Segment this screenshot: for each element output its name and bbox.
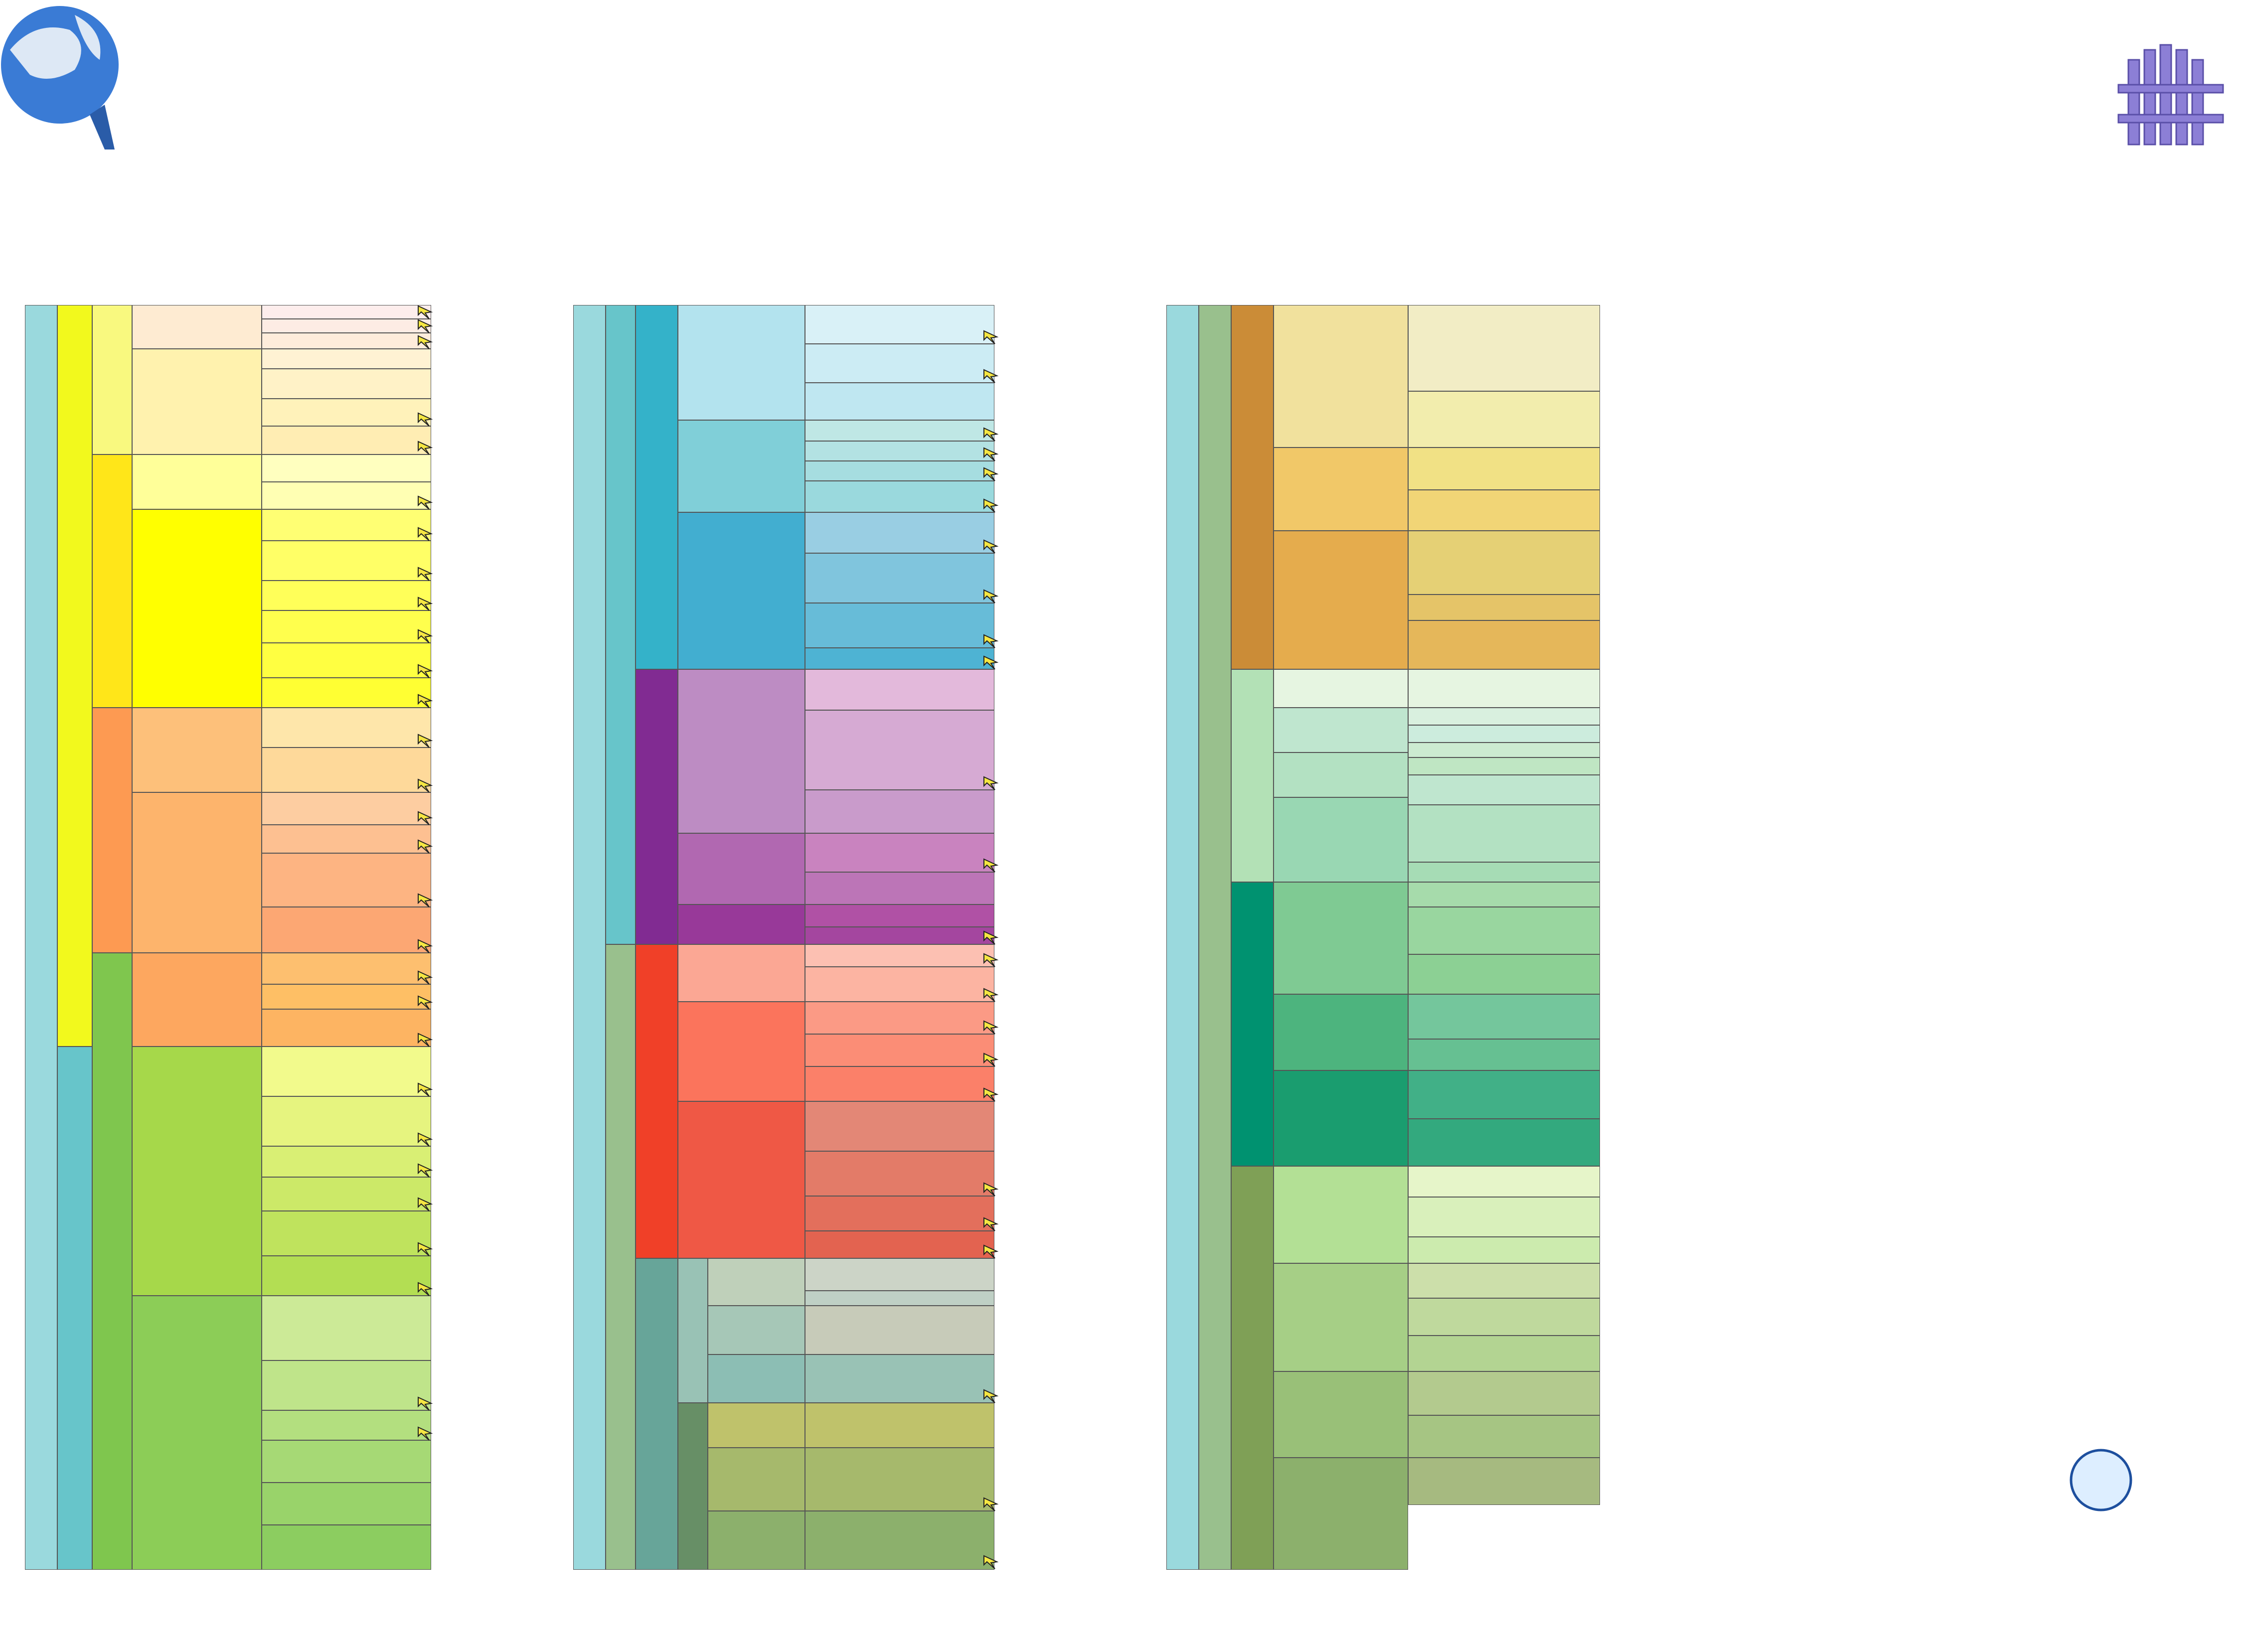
gssp-spike-icon: [982, 330, 999, 345]
epoch-lower: [708, 1354, 805, 1403]
stage-aeronian: [1408, 775, 1600, 805]
stage-tithonian: [805, 305, 994, 344]
period-jurassic: [636, 305, 678, 669]
stage-aptian: [262, 1360, 431, 1410]
gssp-spike-icon: [982, 953, 999, 968]
ccgm-logo: [2069, 1448, 2133, 1512]
stage-rhuddanian: [1408, 805, 1600, 862]
gssp-spike-icon: [416, 778, 433, 793]
era-paleozoic-3: [1199, 305, 1231, 1570]
stage-drumian: [1408, 1263, 1600, 1298]
iugs-logo: [0, 0, 209, 154]
epoch-upper: [678, 669, 805, 833]
stage-capitanian: [805, 1002, 994, 1034]
gssp-spike-icon: [982, 447, 999, 462]
epoch-lower: [678, 512, 805, 669]
era-cenozoic: [57, 305, 92, 1047]
stage-hettangian: [805, 648, 994, 669]
stage-floian: [1408, 1039, 1600, 1070]
stage-homerian: [1408, 725, 1600, 743]
gssp-spike-icon: [982, 1244, 999, 1259]
stage-ypresian: [262, 907, 431, 953]
gssp-spike-icon: [416, 527, 433, 542]
stage-famennian: [1408, 305, 1600, 391]
stage-stage-10: [1408, 1119, 1600, 1166]
stage-stage-3: [1408, 1371, 1600, 1415]
stage-lutetian: [262, 853, 431, 907]
era-mesozoic-2: [606, 305, 636, 944]
stage-messinian: [262, 509, 431, 541]
gssp-spike-icon: [982, 589, 999, 604]
period-permian: [636, 944, 678, 1258]
stage-rupelian: [262, 748, 431, 792]
epoch-middle: [678, 833, 805, 904]
stage-serpukhovian: [805, 1403, 994, 1448]
period-triassic: [636, 669, 678, 944]
gssp-spike-icon: [982, 1555, 999, 1570]
stage-toarcian: [805, 512, 994, 553]
eon-phanerozoic-1: [25, 305, 57, 1570]
gssp-spike-icon: [416, 939, 433, 954]
period-pennsylvanian: [678, 1258, 708, 1403]
stage-wuchiapingian: [805, 967, 994, 1002]
epoch-lower: [132, 1296, 262, 1570]
gssp-spike-icon: [416, 1396, 433, 1411]
epoch-furongian: [1274, 1166, 1408, 1263]
era-paleozoic-2: [606, 944, 636, 1570]
gssp-spike-icon: [416, 970, 433, 985]
stage-hauterivian: [262, 1440, 431, 1483]
gssp-spike-icon: [982, 539, 999, 554]
gssp-spike-icon: [416, 839, 433, 854]
epoch-middle: [678, 420, 805, 512]
epoch-pridoli: [1274, 669, 1408, 708]
stage-barremian: [262, 1410, 431, 1440]
stage-lochkovian: [1408, 620, 1600, 669]
epoch-upper: [678, 305, 805, 420]
stage-dapingian: [1408, 994, 1600, 1039]
stage-rhaetian: [805, 669, 994, 710]
stage-ladinian: [805, 833, 994, 872]
gssp-spike-icon: [416, 1163, 433, 1178]
epoch-ludlow: [1274, 708, 1408, 752]
stage-gorstian: [1408, 708, 1600, 725]
stage-greenlandian: [262, 333, 431, 349]
stage-santonian: [262, 1146, 431, 1177]
gssp-spike-icon: [982, 498, 999, 513]
notes-text: [1737, 1104, 2226, 1124]
gssp-spike-icon: [416, 1132, 433, 1147]
stage-zanclean: [262, 482, 431, 509]
stage-paibian: [1408, 1197, 1600, 1237]
stage-carnian: [805, 790, 994, 833]
period-paleogene: [92, 708, 132, 953]
epoch-lower: [1274, 531, 1408, 669]
stage-asselian: [805, 1231, 994, 1258]
stage-visean: [805, 1448, 994, 1511]
stage-gzhelian: [805, 1258, 994, 1291]
stage-turonian: [262, 1211, 431, 1256]
epoch-pliocene: [132, 454, 262, 509]
stage-piacenzian: [262, 454, 431, 482]
eon-phanerozoic-2: [573, 305, 606, 1570]
gssp-spike-icon: [982, 1182, 999, 1197]
stage-katian: [1408, 882, 1600, 907]
stage-givetian: [1408, 448, 1600, 490]
gssp-spike-icon: [982, 1389, 999, 1404]
stage-calabrian: [262, 399, 431, 426]
gssp-spike-icon: [416, 893, 433, 908]
period-ordovician: [1231, 882, 1274, 1166]
epoch-middle: [1274, 448, 1408, 531]
stage-darriwilian: [1408, 954, 1600, 994]
stage-albian: [262, 1296, 431, 1360]
gssp-spike-icon: [416, 734, 433, 749]
epoch-guadalupian: [678, 1002, 805, 1101]
gssp-spike-icon: [982, 655, 999, 670]
stage-aquitanian: [262, 678, 431, 708]
gssp-spike-icon: [982, 1497, 999, 1512]
epoch-wenlock: [1274, 752, 1408, 797]
stage-callovian: [805, 420, 994, 441]
stage-norian: [805, 710, 994, 790]
stage-danian: [262, 1009, 431, 1047]
gssp-spike-icon: [982, 988, 999, 1003]
gssp-spike-icon: [416, 412, 433, 427]
epoch-eocene: [132, 792, 262, 953]
epoch-series-2: [1274, 1371, 1408, 1458]
stage-wordian: [805, 1034, 994, 1066]
gssp-spike-icon: [416, 811, 433, 826]
period-carboniferous: [636, 1258, 678, 1570]
gssp-spike-icon: [416, 305, 433, 320]
stage-valanginian: [262, 1483, 431, 1525]
gssp-spike-icon: [416, 1197, 433, 1212]
stage-selandian: [262, 984, 431, 1009]
stage-induan: [805, 927, 994, 944]
epoch-upper: [1274, 882, 1408, 994]
epoch-paleocene: [132, 953, 262, 1047]
gssp-spike-icon: [416, 1242, 433, 1257]
stage-changhsingian: [805, 944, 994, 967]
stage-meghalayan: [262, 305, 431, 319]
period-mississippian: [678, 1403, 708, 1570]
stage-thanetian: [262, 953, 431, 984]
epoch-middle: [708, 1306, 805, 1354]
stage-priabonian: [262, 792, 431, 825]
gssp-spike-icon: [416, 441, 433, 455]
gssp-spike-icon: [416, 567, 433, 582]
stage-upper: [262, 349, 431, 369]
stage-artinskian: [805, 1151, 994, 1196]
stage-maastrichtian: [262, 1047, 431, 1096]
period-silurian: [1231, 669, 1274, 882]
stage-ludfordian: [1408, 669, 1600, 708]
stage-frasnian: [1408, 391, 1600, 448]
epoch-lower: [708, 1511, 805, 1570]
stage-fortunian: [1408, 1458, 1600, 1505]
epoch-llandovery: [1274, 797, 1408, 882]
stage-bartonian: [262, 825, 431, 853]
epoch-miaolingian: [1274, 1263, 1408, 1371]
stage-tremadocian: [1408, 1070, 1600, 1119]
epoch-upper: [1274, 305, 1408, 448]
epoch-terreneuvian: [1274, 1458, 1408, 1570]
stage-sandbian: [1408, 907, 1600, 954]
stage-wuliuan: [1408, 1298, 1600, 1336]
gssp-spike-icon: [982, 369, 999, 384]
gssp-spike-icon: [416, 597, 433, 611]
gssp-spike-icon: [982, 1020, 999, 1035]
gssp-spike-icon: [416, 629, 433, 644]
epoch-holocene: [132, 305, 262, 349]
stage-serravallian: [262, 581, 431, 610]
stage-kungurian: [805, 1101, 994, 1151]
stage-pragian: [1408, 595, 1600, 620]
epoch-lower: [1274, 1070, 1408, 1166]
stage-pliensbachian: [805, 553, 994, 603]
epoch-miocene: [132, 509, 262, 708]
stage-coniacian: [262, 1177, 431, 1211]
stage-stage-2: [1408, 1415, 1600, 1458]
gssp-spike-icon: [416, 1033, 433, 1048]
gssp-spike-icon: [416, 1282, 433, 1297]
stage-oxfordian: [805, 383, 994, 420]
gssp-spike-icon: [416, 1082, 433, 1097]
stage-jiangshanian: [1408, 1166, 1600, 1197]
gssp-spike-icon: [416, 1426, 433, 1441]
gssp-spike-icon: [416, 664, 433, 679]
period-devonian: [1231, 305, 1274, 669]
stage-telychian: [1408, 757, 1600, 775]
stage-sheinwoodian: [1408, 743, 1600, 757]
stage-gelasian: [262, 426, 431, 454]
stage-sakmarian: [805, 1196, 994, 1231]
stage-tournaisian: [805, 1511, 994, 1570]
stage-chattian: [262, 708, 431, 748]
stage-kimmeridgian: [805, 344, 994, 383]
epoch-upper: [708, 1258, 805, 1306]
period-cambrian: [1231, 1166, 1274, 1570]
stage-burdigalian: [262, 643, 431, 678]
eon-phanerozoic-3: [1166, 305, 1199, 1570]
gssp-spike-icon: [982, 467, 999, 482]
stage-stage-4: [1408, 1336, 1600, 1371]
epoch-upper: [708, 1403, 805, 1448]
epoch-middle: [708, 1448, 805, 1511]
epoch-lower: [678, 904, 805, 944]
stage-chibanian: [262, 369, 431, 399]
stage-bathonian: [805, 441, 994, 461]
gssp-spike-icon: [982, 634, 999, 649]
stage-aalenian: [805, 481, 994, 512]
epoch-middle: [1274, 994, 1408, 1070]
gssp-spike-icon: [982, 1052, 999, 1067]
epoch-cisuralian: [678, 1101, 805, 1258]
stage-olenekian: [805, 904, 994, 927]
gssp-spike-icon: [416, 995, 433, 1010]
era-mesozoic: [57, 1047, 92, 1570]
period-quaternary: [92, 305, 132, 454]
epoch-pleistocene: [132, 349, 262, 454]
gssp-spike-icon: [982, 776, 999, 791]
gssp-spike-icon: [982, 930, 999, 945]
stage-emsian: [1408, 531, 1600, 595]
stage-anisian: [805, 872, 994, 904]
stage-kasimovian: [805, 1291, 994, 1306]
gssp-spike-icon: [982, 858, 999, 873]
gssp-spike-icon: [416, 335, 433, 350]
stage-berriasian: [262, 1525, 431, 1570]
stage-moscovian: [805, 1306, 994, 1354]
stage-bashkirian: [805, 1354, 994, 1403]
epoch-upper: [132, 1047, 262, 1296]
gssp-spike-icon: [982, 1217, 999, 1232]
stage-langhian: [262, 610, 431, 643]
stage-northgrippian: [262, 319, 431, 333]
stage-guzhangian: [1408, 1237, 1600, 1263]
gssp-spike-icon: [416, 694, 433, 709]
stage-cenomanian: [262, 1256, 431, 1296]
period-neogene: [92, 454, 132, 708]
stage-eifelian: [1408, 490, 1600, 531]
period-cretaceous: [92, 953, 132, 1570]
stage-roadian: [805, 1066, 994, 1101]
epoch-oligocene: [132, 708, 262, 792]
stage-hirnantian: [1408, 862, 1600, 882]
stage-bajocian: [805, 461, 994, 481]
gssp-spike-icon: [982, 427, 999, 442]
stage-campanian: [262, 1096, 431, 1146]
stage-sinemurian: [805, 603, 994, 648]
epoch-lopingian: [678, 944, 805, 1002]
stage-tortonian: [262, 541, 431, 581]
gssp-spike-icon: [416, 319, 433, 334]
gssp-spike-icon: [982, 1087, 999, 1102]
ics-logo: [2113, 40, 2233, 154]
gssp-spike-icon: [416, 495, 433, 510]
